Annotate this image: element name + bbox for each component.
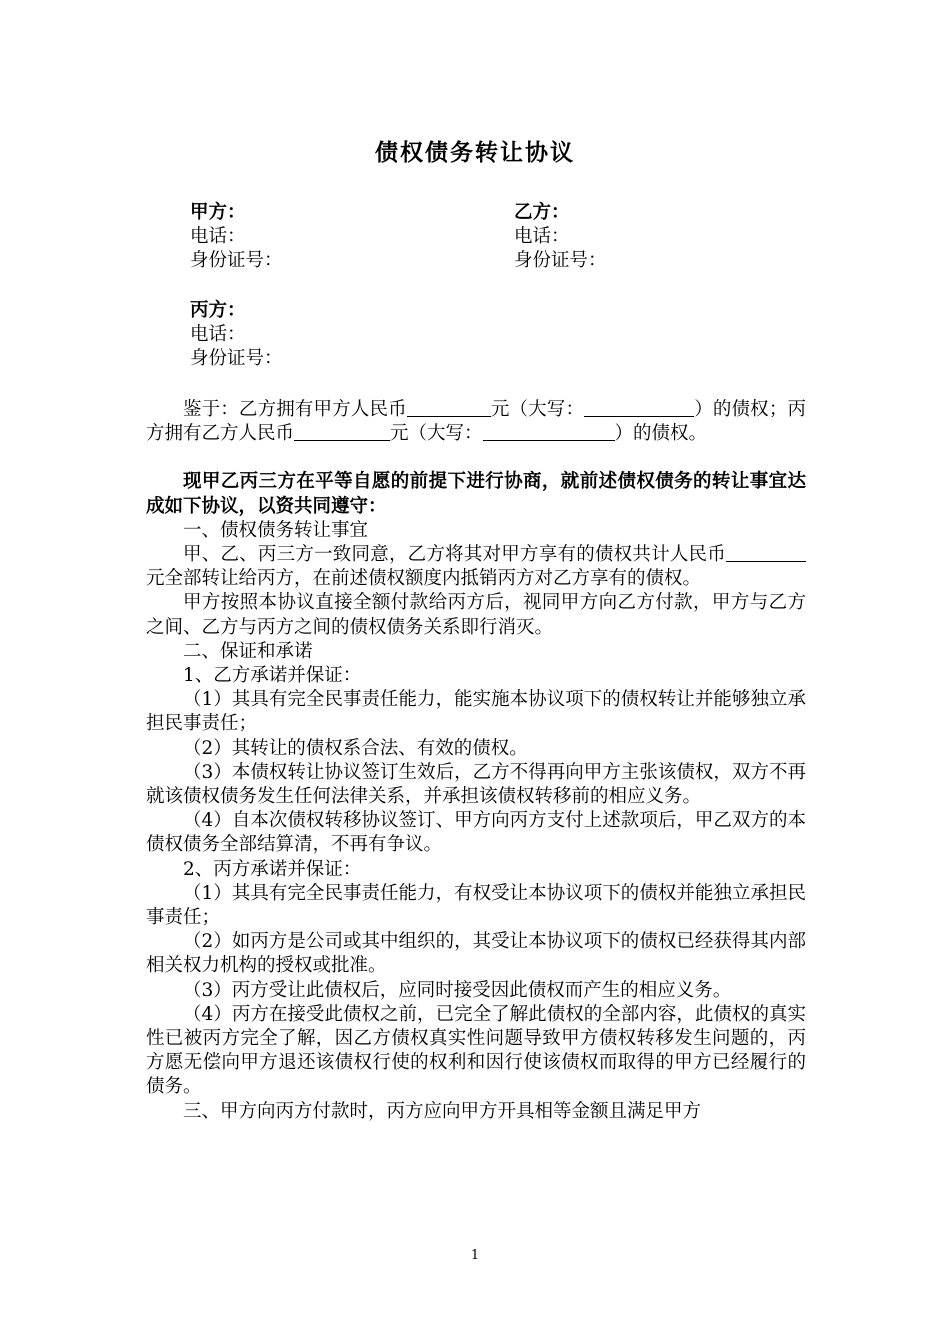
s1-text-a: 甲、乙、丙三方一致同意，乙方将其对甲方享有的债权共计人民币 — [183, 544, 726, 566]
whereas-text-5: ）的债权。 — [614, 423, 708, 445]
whereas-text-2: 元（大写： — [490, 399, 585, 420]
whereas-text-1: 鉴于：乙方拥有甲方人民币 — [183, 399, 407, 420]
party-c-block — [190, 299, 283, 371]
party-c-phone: 电话： — [190, 324, 246, 345]
s2-2-item-2: （2）如丙方是公司或其中组织的，其受让本协议项下的债权已经获得其内部相关权力机构的授权或批准。 — [146, 931, 806, 977]
s2-2-item-3: （3）丙方受让此债权后，应同时接受因此债权而产生的相应义务。 — [183, 979, 732, 1001]
s2-1-item-4: （4）自本次债权转移协议签订、甲方向丙方支付上述款项后，甲乙双方的本债权债务全部结算清，不再有争议。 — [146, 810, 806, 856]
section-1-paragraph-1 — [146, 543, 806, 591]
whereas-text-3: ）的债权；丙方拥有乙方人民币 — [146, 399, 806, 445]
agreement-body — [146, 398, 806, 1124]
amount-words-blank-2 — [483, 422, 615, 441]
party-b-name: 乙方： — [514, 202, 570, 223]
s2-1-item-1: （1）其具有完全民事责任能力，能实施本协议项下的债权转让并能够独立承担民事责任； — [146, 689, 806, 735]
party-a-block — [190, 201, 283, 273]
party-c-name: 丙方： — [190, 300, 246, 321]
section-3-partial: 三、甲方向丙方付款时，丙方应向甲方开具相等金额且满足甲方 — [183, 1100, 702, 1122]
s2-2-item-1: （1）其具有完全民事责任能力，有权受让本协议项下的债权并能独立承担民事责任； — [146, 882, 806, 929]
document-title: 债权债务转让协议 — [375, 139, 575, 166]
party-b-phone: 电话： — [514, 226, 570, 247]
s2-1-item-2: （2）其转让的债权系合法、有效的债权。 — [183, 737, 528, 759]
party-c-id: 身份证号： — [190, 348, 283, 369]
section-2-1-title: 1、乙方承诺并保证： — [183, 665, 362, 687]
party-a-phone: 电话： — [190, 226, 246, 247]
whereas-paragraph — [146, 398, 806, 446]
amount-blank-3 — [726, 543, 806, 562]
party-a-name: 甲方： — [190, 202, 246, 223]
party-b-block — [514, 201, 607, 273]
section-1-title: 一、债权债务转让事宜 — [183, 519, 369, 541]
amount-blank-2 — [294, 422, 390, 441]
whereas-text-4: 元（大写： — [390, 423, 483, 445]
s2-2-item-4: （4）丙方在接受此债权之前，已完全了解此债权的全部内容，此债权的真实性已被丙方完全了解，因乙方债权真实性问题导致甲方债权转移发生问题的，丙方愿无偿向甲方退还该债权行使的权利和因行使该债权而取得的甲方已经履行的债务。 — [146, 1003, 806, 1098]
section-2-title: 二、保证和承诺 — [183, 640, 313, 662]
party-a-id: 身份证号： — [190, 250, 283, 271]
section-1-paragraph-2: 甲方按照本协议直接全额付款给丙方后，视同甲方向乙方付款，甲方与乙方之间、乙方与丙方之间的债权债务关系即行消灭。 — [146, 592, 806, 638]
amount-words-blank-1 — [584, 398, 694, 417]
intro-paragraph: 现甲乙丙三方在平等自愿的前提下进行协商，就前述债权债务的转让事宜达成如下协议，以资共同遵守： — [146, 471, 806, 517]
amount-blank-1 — [407, 398, 491, 417]
page-number: 1 — [470, 1248, 480, 1263]
section-2-2-title: 2、丙方承诺并保证： — [183, 858, 362, 880]
s2-1-item-3: （3）本债权转让协议签订生效后，乙方不得再向甲方主张该债权，双方不再就该债权债务发生任何法律关系，并承担该债权转移前的相应义务。 — [146, 761, 806, 808]
party-b-id: 身份证号： — [514, 250, 607, 271]
s1-text-b: 元全部转让给丙方，在前述债权额度内抵销丙方对乙方享有的债权。 — [146, 568, 702, 590]
